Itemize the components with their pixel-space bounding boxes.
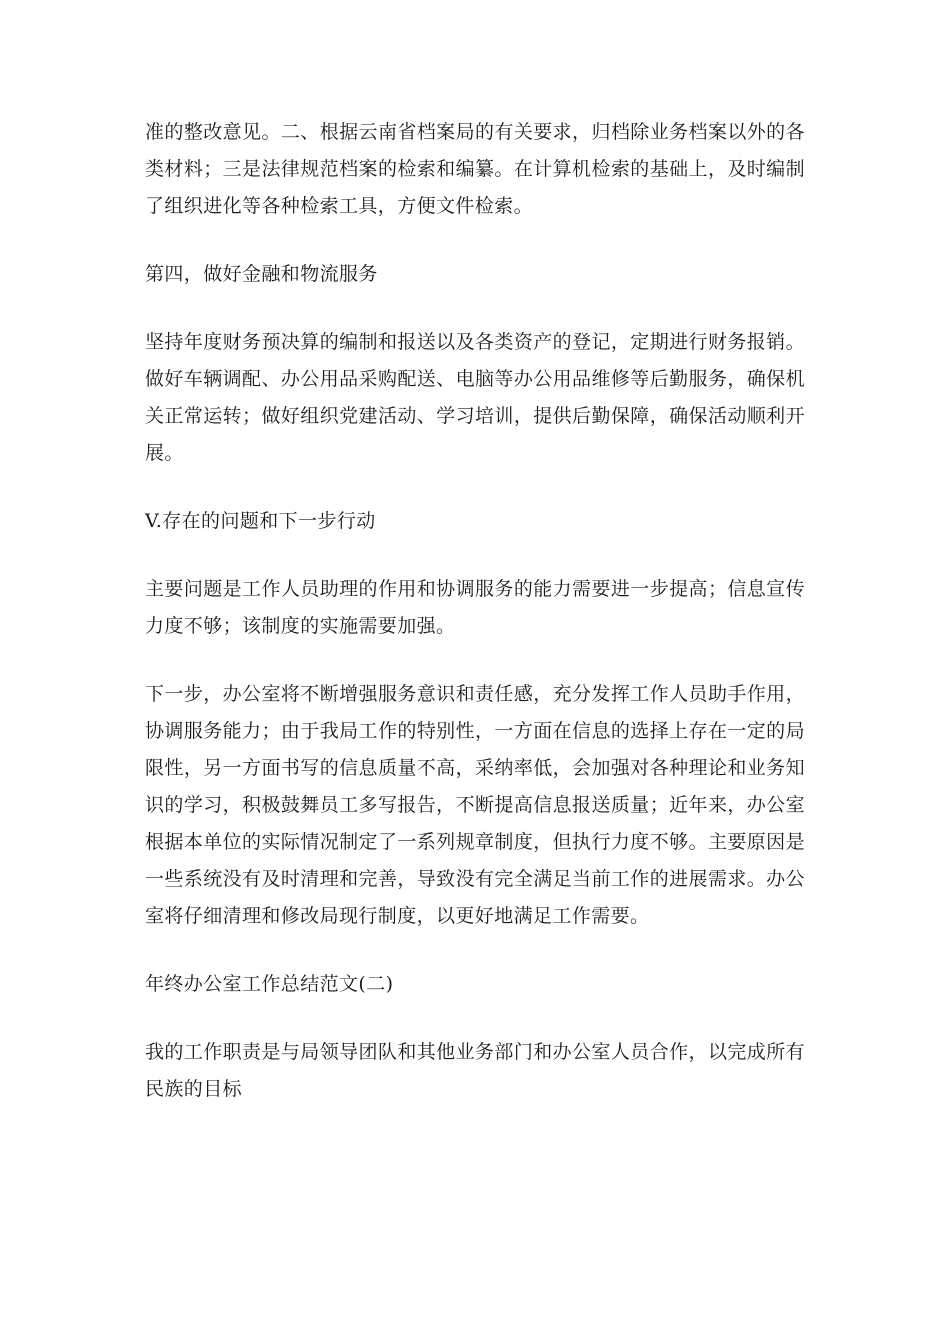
section-heading-problems-next-steps: V.存在的问题和下一步行动 [145,510,376,532]
document-body [145,114,805,1139]
paragraph-archives-work: 准的整改意见。二、根据云南省档案局的有关要求，归档除业务档案以外的各类材料；三是法律规范档案的检索和编纂。在计算机检索的基础上，及时编制了组织进化等各种检索工具，方便文件检索。 [145,121,805,217]
paragraph-main-problems: 主要问题是工作人员助理的作用和协调服务的能力需要进一步提高；信息宣传力度不够；该制度的实施需要加强。 [145,578,805,637]
paragraph-finance-logistics: 坚持年度财务预决算的编制和报送以及各类资产的登记，定期进行财务报销。做好车辆调配、办公用品采购配送、电脑等办公用品维修等后勤服务，确保机关正常运转；做好组织党建活动、学习培训，提供后勤保障，确保活动顺利开展。 [145,331,805,464]
paragraph-job-responsibilities: 我的工作职责是与局领导团队和其他业务部门和办公室人员合作，以完成所有民族的目标 [145,1041,805,1100]
section-heading-summary-two: 年终办公室工作总结范文(二) [145,973,394,995]
paragraph-next-steps: 下一步，办公室将不断增强服务意识和责任感，充分发挥工作人员助手作用，协调服务能力；由于我局工作的特别性，一方面在信息的选择上存在一定的局限性，另一方面书写的信息质量不高，采纳率低，会加强对各种理论和业务知识的学习，积极鼓舞员工多写报告，不断提高信息报送质量；近年来，办公室根据本单位的实际情况制定了一系列规章制度，但执行力度不够。主要原因是一些系统没有及时清理和完善，导致没有完全满足当前工作的进展需求。办公室将仔细清理和修改局现行制度，以更好地满足工作需要。 [145,683,805,927]
section-heading-finance-logistics: 第四，做好金融和物流服务 [145,263,378,285]
